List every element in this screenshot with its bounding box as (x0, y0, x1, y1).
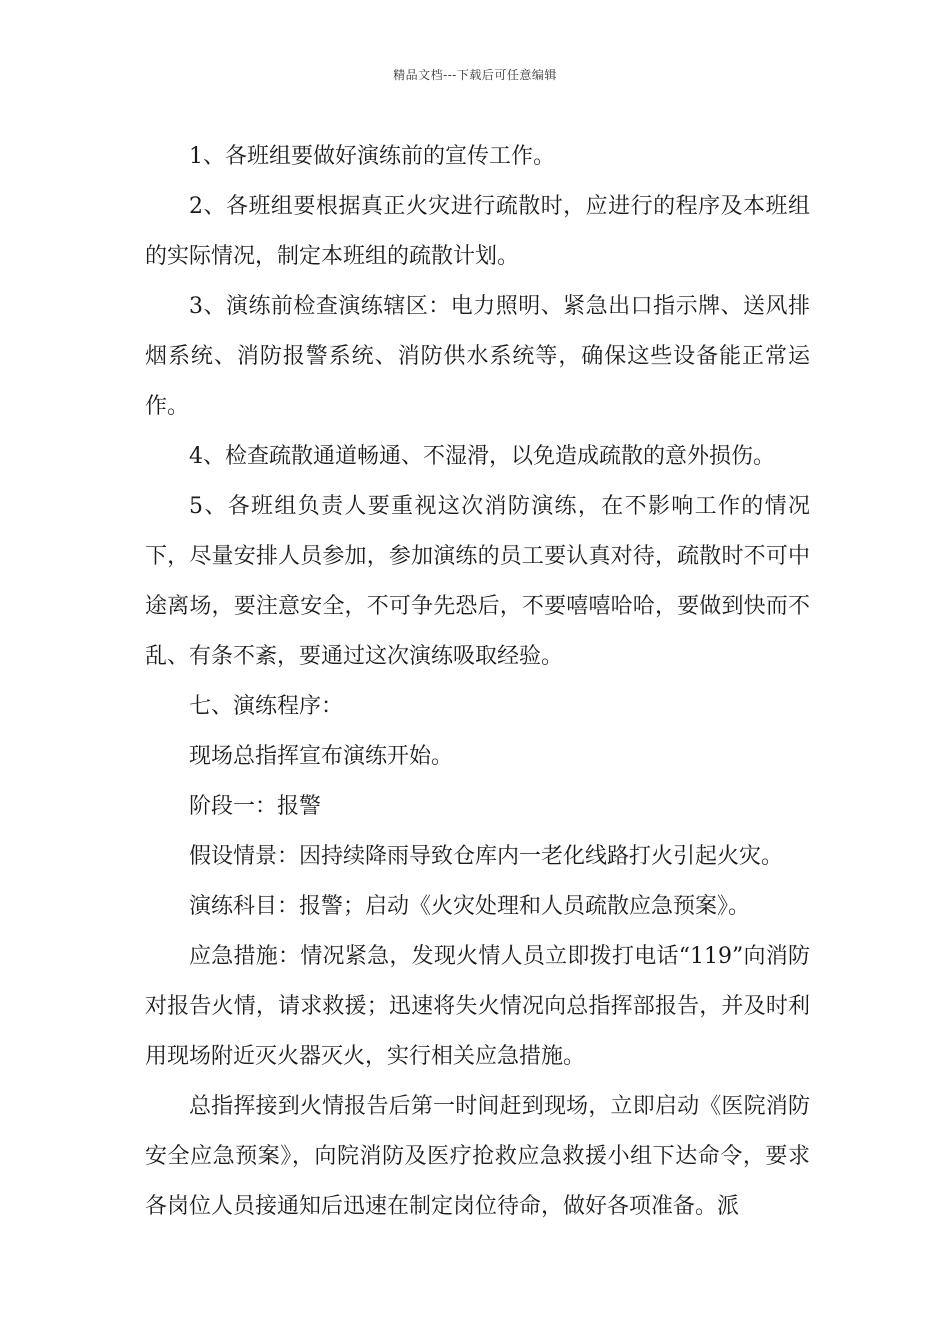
paragraph-3: 3、演练前检查演练辖区：电力照明、紧急出口指示牌、送风排烟系统、消防报警系统、消防供水系统等，确保这些设备能正常运作。 (145, 294, 810, 419)
paragraph-1: 1、各班组要做好演练前的宣传工作。 (189, 144, 555, 169)
paragraph-4: 4、检查疏散通道畅通、不湿滑，以免造成疏散的意外损伤。 (189, 444, 775, 469)
paragraph-drill-start: 现场总指挥宣布演练开始。 (189, 744, 454, 769)
paragraph-commander-actions: 总指挥接到火情报告后第一时间赶到现场，立即启动《医院消防安全应急预案》，向院消防及医疗抢救应急救援小组下达命令，要求各岗位人员接通知后迅速在制定岗位待命，做好各项准备。派 (145, 1094, 810, 1219)
paragraph-drill-subject: 演练科目：报警；启动《火灾处理和人员疏散应急预案》。 (189, 894, 751, 919)
paragraph-2: 2、各班组要根据真正火灾进行疏散时，应进行的程序及本班组的实际情况，制定本班组的疏散计划。 (145, 194, 810, 269)
paragraph-emergency-measures: 应急措施：情况紧急，发现火情人员立即拨打电话“119”向消防对报告火情，请求救援；迅速将失火情况向总指挥部报告，并及时利用现场附近灭火器灭火，实行相关应急措施。 (145, 944, 810, 1069)
page-header: 精品文档---下载后可任意编辑 (393, 68, 557, 82)
stage-heading-alarm: 阶段一：报警 (189, 794, 322, 819)
document-body (145, 132, 810, 1232)
section-heading-drill-procedure: 七、演练程序： (189, 694, 344, 719)
paragraph-scenario: 假设情景：因持续降雨导致仓库内一老化线路打火引起火灾。 (189, 844, 784, 869)
paragraph-5: 5、各班组负责人要重视这次消防演练，在不影响工作的情况下，尽量安排人员参加，参加演练的员工要认真对待，疏散时不可中途离场，要注意安全，不可争先恐后，不要嘻嘻哈哈，要做到快而不乱、有条不紊，要通过这次演练吸取经验。 (145, 494, 810, 669)
